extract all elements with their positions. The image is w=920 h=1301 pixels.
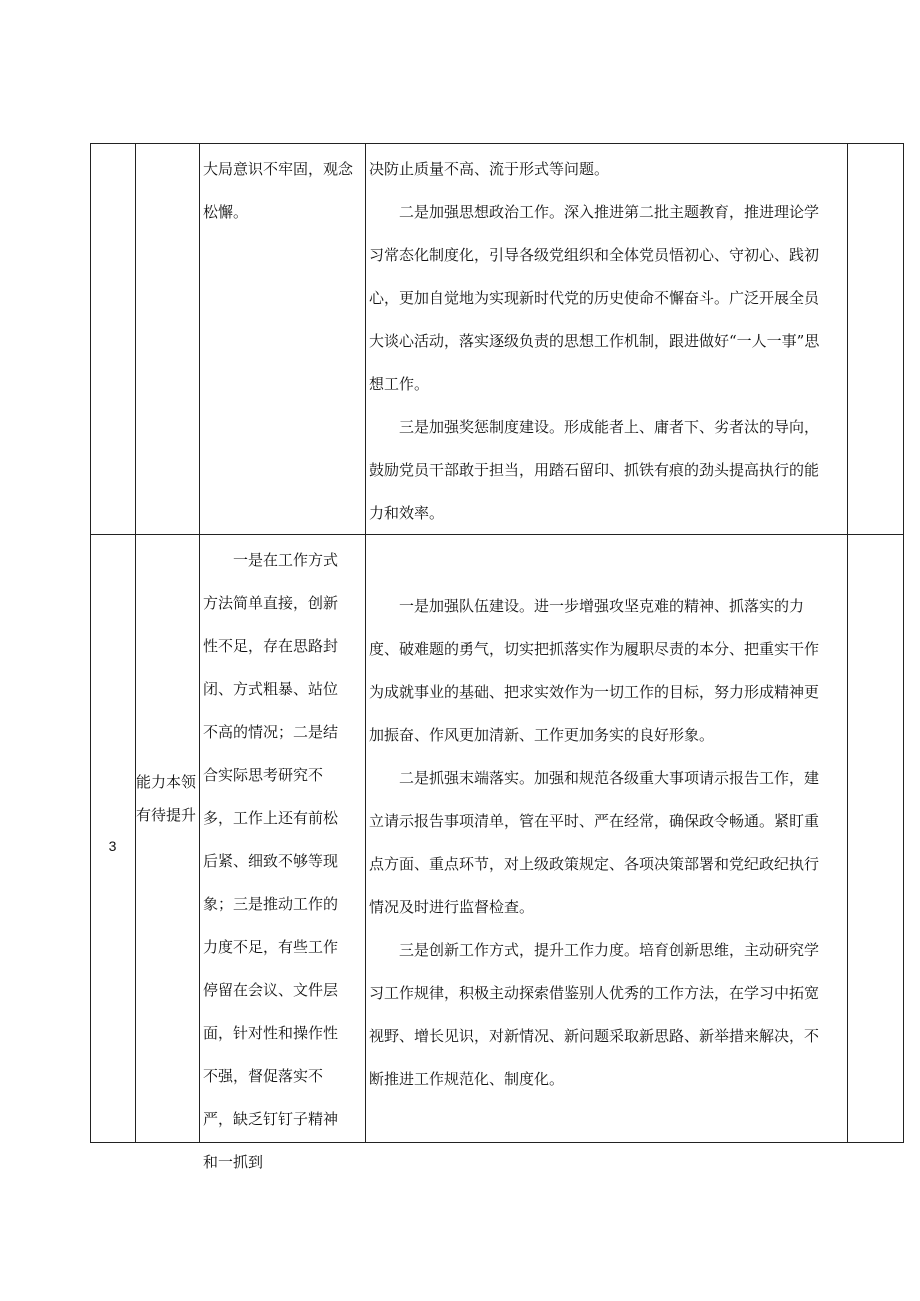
measures-cell — [369, 585, 831, 1101]
measure-paragraph: 一是加强队伍建设。进一步增强攻坚克难的精神、抓落实的力度、破难题的勇气，切实把抓落实作为履职尽责的本分、把重实干作为成就事业的基础、把求实效作为一切工作的目标，努力形成精神更加振奋、作风更加清新、工作更加务实的良好形象。 — [369, 597, 820, 744]
measure-paragraph: 二是加强思想政治工作。深入推进第二批主题教育，推进理论学习常态化制度化，引导各级党组织和全体党员悟初心、守初心、践初心，更加自觉地为实现新时代党的历史使命不懈奋斗。广泛开展全员大谈心活动，落实逐级负责的思想工作机制，跟进做好“一人一事”思想工作。 — [369, 203, 820, 393]
row-number: 3 — [108, 838, 117, 854]
measure-paragraph: 二是抓强末端落实。加强和规范各级重大事项请示报告工作，建立请示报告事项清单，管在平时、严在经常，确保政令畅通。紧盯重点方面、重点环节，对上级政策规定、各项决策部署和党纪政纪执行情况及时进行监督检查。 — [369, 769, 820, 916]
column-divider — [847, 143, 848, 1143]
column-divider — [365, 143, 366, 1143]
column-divider — [135, 143, 136, 1143]
column-divider — [90, 143, 91, 1143]
measures-cell — [369, 148, 831, 535]
problem-cell — [203, 539, 351, 1184]
measure-paragraph: 三是加强奖惩制度建设。形成能者上、庸者下、劣者汰的导向，鼓励党员干部敢于担当，用踏石留印、抓铁有痕的劲头提高执行的能力和效率。 — [369, 418, 820, 522]
category-cell — [136, 766, 196, 832]
problem-cell — [203, 148, 353, 234]
category-text: 能力本领有待提升 — [136, 773, 197, 824]
column-divider — [903, 143, 904, 1143]
measure-paragraph: 三是创新工作方式，提升工作力度。培育创新思维，主动研究学习工作规律，积极主动探索借鉴别人优秀的工作方法，在学习中拓宽视野、增长见识，对新情况、新问题采取新思路、新举措来解决，不断推进工作规范化、制度化。 — [369, 941, 820, 1088]
column-divider — [199, 143, 200, 1143]
problem-text: 一是在工作方式方法简单直接，创新性不足，存在思路封闭、方式粗暴、站位不高的情况；二是结合实际思考研究不多，工作上还有前松后紧、细致不够等现象；三是推动工作的力度不足，有些工作停留在会议、文件层面，针对性和操作性不强，督促落实不严，缺乏钉钉子精神和一抓到 — [203, 551, 339, 1171]
problem-text: 大局意识不牢固，观念松懈。 — [203, 160, 354, 221]
measure-paragraph: 决防止质量不高、流于形式等问题。 — [369, 160, 610, 178]
